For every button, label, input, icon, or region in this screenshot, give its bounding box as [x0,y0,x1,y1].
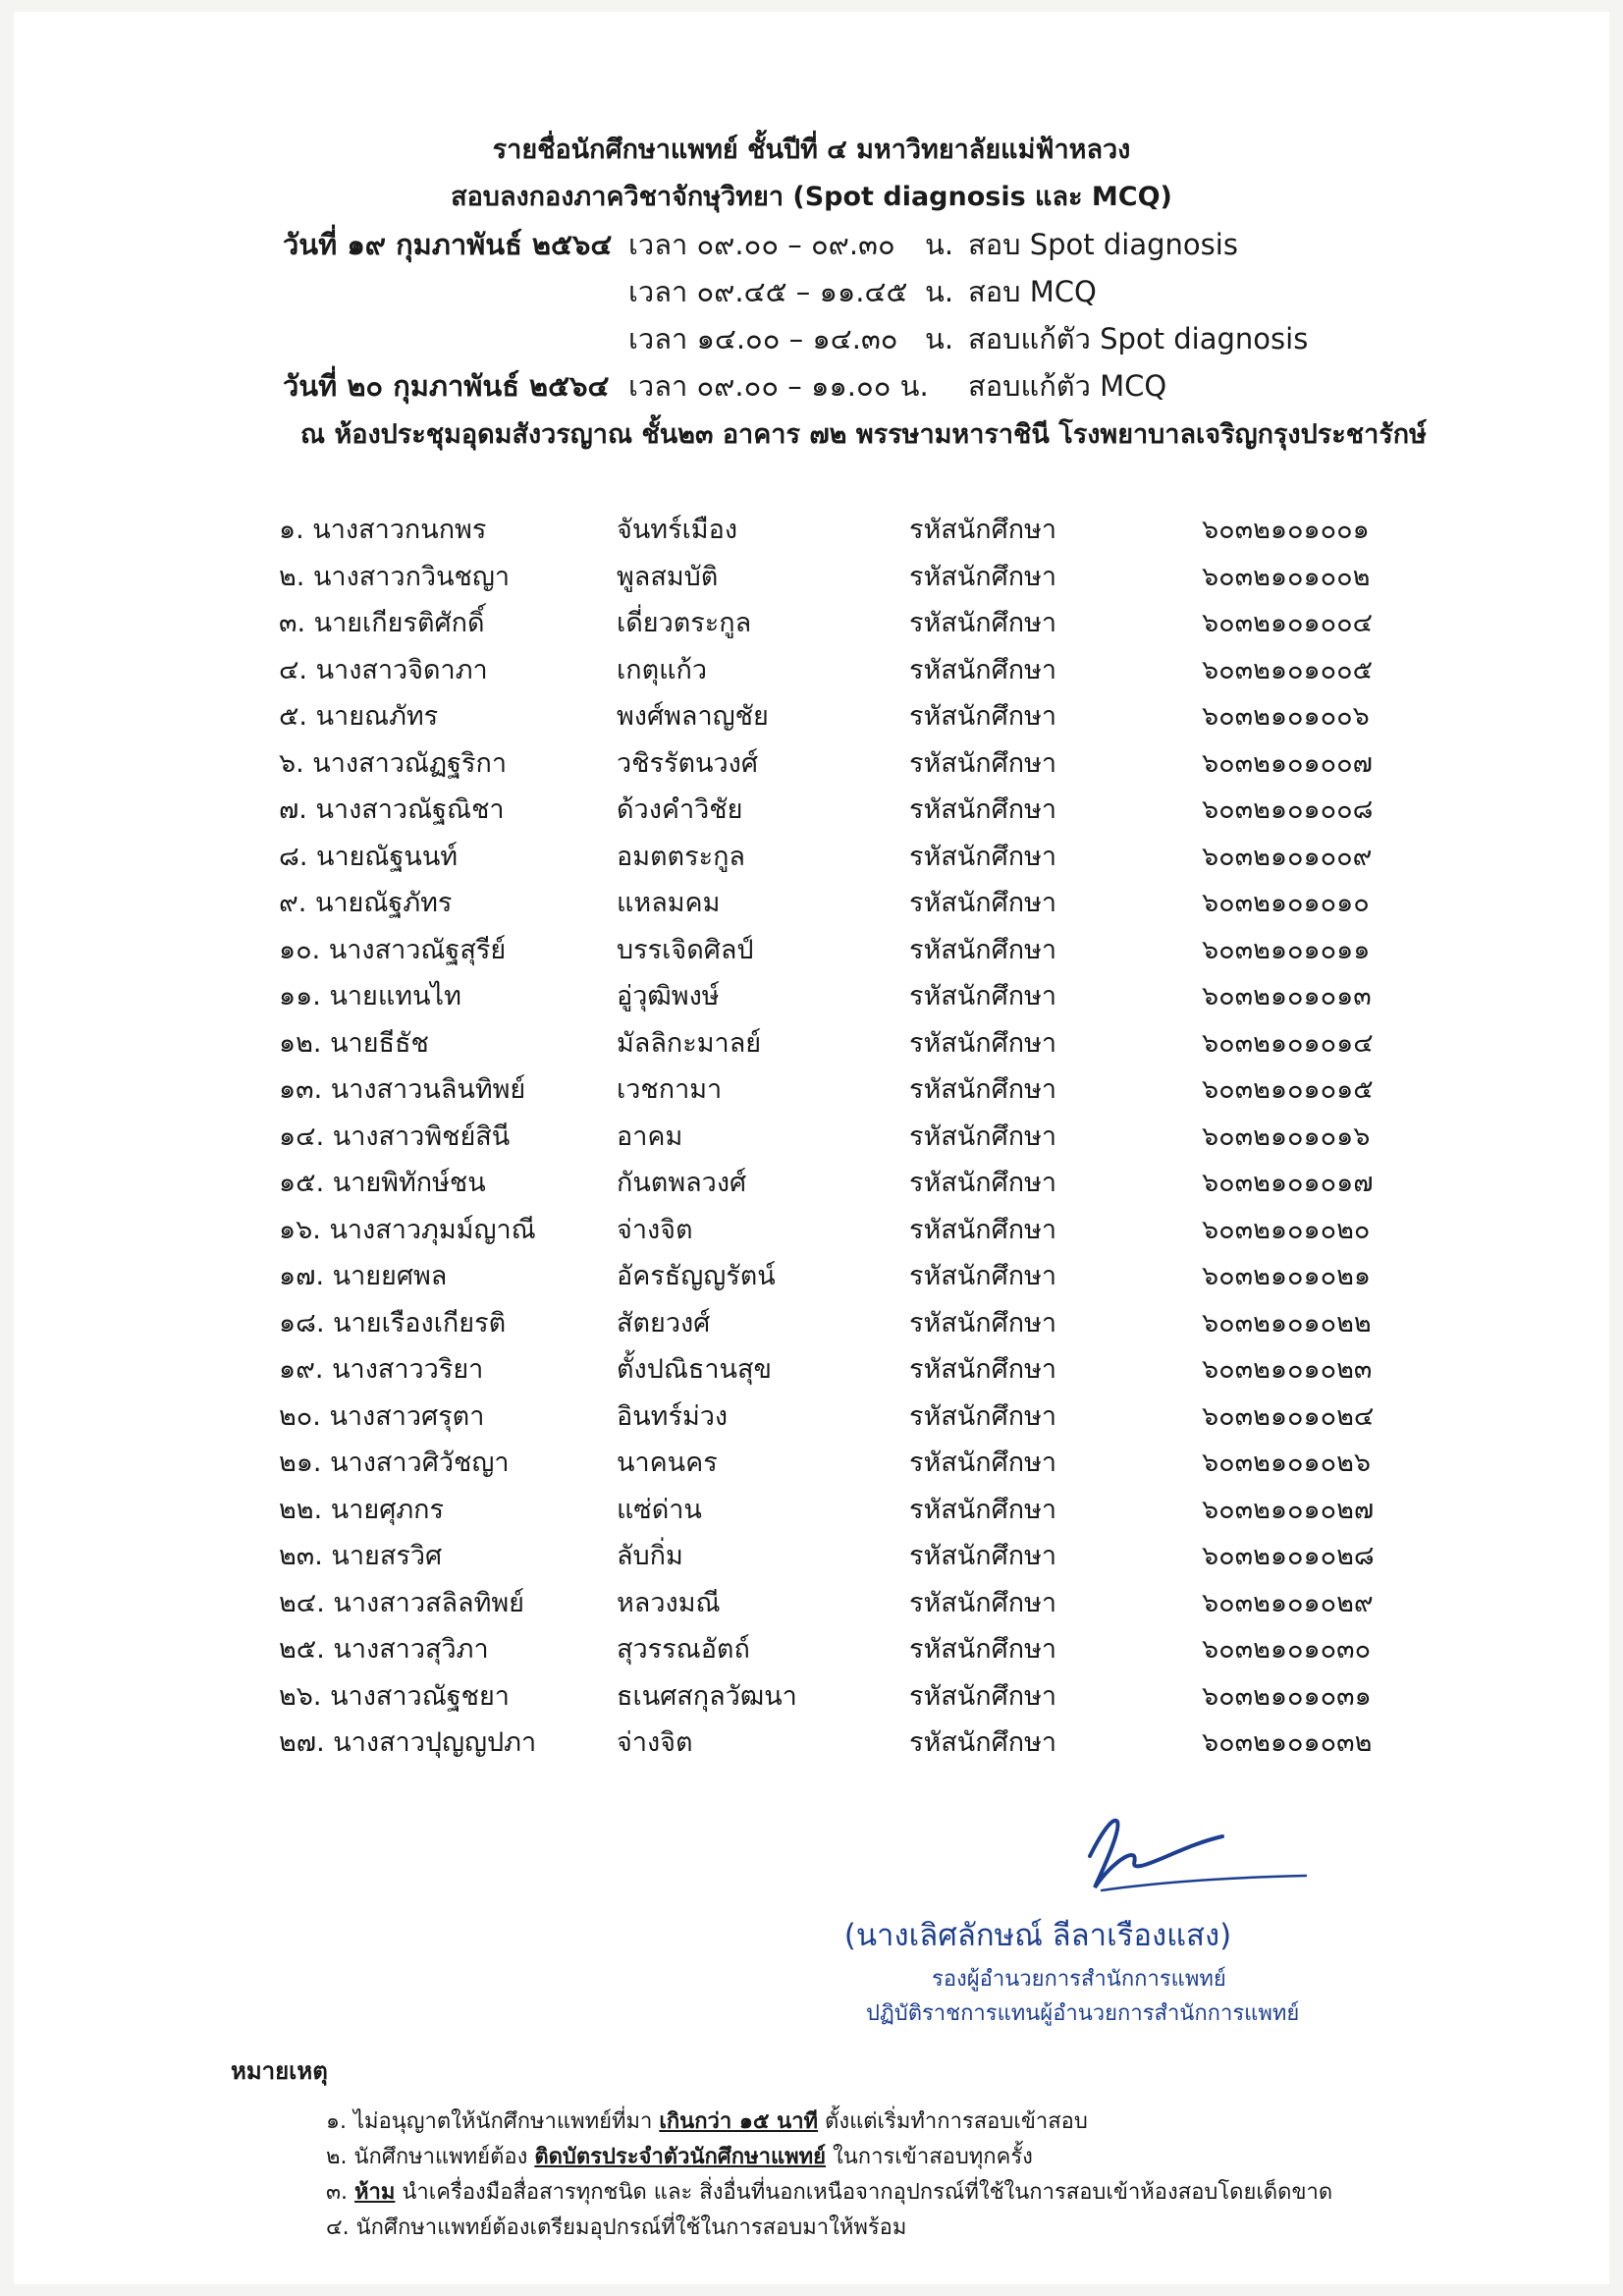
schedule-time: เวลา ๐๙.๐๐ – ๐๙.๓๐ [628,228,895,261]
student-name: ๑๕. นายพิทักษ์ชน [279,1168,486,1198]
student-id-label: รหัสนักศึกษา [909,1074,1057,1105]
schedule-time: เวลา ๐๙.๐๐ – ๑๑.๐๐ น. [628,369,929,403]
student-row [14,1581,1609,1628]
student-id: ๖๐๓๒๑๐๑๐๐๘ [1202,794,1374,825]
student-name: ๔. นางสาวจิดาภา [279,654,488,685]
student-id: ๖๐๓๒๑๐๑๐๒๑ [1202,1261,1372,1291]
student-name: ๑๐. นางสาวณัฐสุรีย์ [279,934,507,965]
student-id-label: รหัสนักศึกษา [909,1727,1057,1758]
student-surname: มัลลิกะมาลย์ [617,1027,762,1059]
student-name: ๒๖. นางสาวณัฐชยา [279,1680,510,1712]
student-id: ๖๐๓๒๑๐๑๐๒๐ [1202,1214,1371,1245]
student-id-label: รหัสนักศึกษา [909,561,1057,592]
note-item [326,2139,1033,2173]
student-name: ๑๑. นายแทนไท [279,981,461,1011]
student-id: ๖๐๓๒๑๐๑๐๑๕ [1202,1074,1374,1105]
student-id: ๖๐๓๒๑๐๑๐๒๘ [1202,1541,1375,1571]
student-name: ๘. นายณัฐนนท์ [279,841,459,872]
student-row [14,1441,1609,1488]
student-id-label: รหัสนักศึกษา [909,1448,1057,1478]
student-id-label: รหัสนักศึกษา [909,654,1057,685]
student-name: ๒๕. นางสาวสุวิภา [279,1634,489,1665]
student-name: ๒๗. นางสาวปุญญปภา [279,1727,537,1758]
student-id-label: รหัสนักศึกษา [909,701,1057,732]
student-id: ๖๐๓๒๑๐๑๐๑๐ [1202,888,1370,918]
student-surname: เวชกามา [617,1074,723,1105]
student-row [14,1021,1609,1068]
student-name: ๗. นางสาวณัฐณิชา [279,794,505,825]
student-id-label: รหัสนักศึกษา [909,1587,1057,1618]
student-id-label: รหัสนักศึกษา [909,981,1057,1011]
notes-heading: หมายเหตุ [231,2057,328,2085]
schedule-unit: น. [925,228,954,261]
student-name: ๓. นายเกียรติศักดิ์ [279,608,485,638]
student-surname: จ่างจิต [617,1727,693,1758]
student-name: ๑๓. นางสาวนลินทิพย์ [279,1074,526,1105]
schedule-detail: สอบแก้ตัว Spot diagnosis [968,322,1309,355]
student-id: ๖๐๓๒๑๐๑๐๑๔ [1202,1027,1374,1059]
note-emphasis: เกินกว่า ๑๕ นาที [659,2109,819,2134]
signatory-name: (นางเลิศลักษณ์ ลีลาเรืองแสง) [843,1918,1232,1953]
signatory-name-row [14,1910,1609,1959]
student-id: ๖๐๓๒๑๐๑๐๑๑ [1202,934,1371,965]
student-name: ๒๔. นางสาวสลิลทิพย์ [279,1587,524,1618]
student-id-label: รหัสนักศึกษา [909,1494,1057,1525]
note-text: ๓. [326,2180,355,2205]
student-id: ๖๐๓๒๑๐๑๐๐๕ [1202,654,1374,685]
note-text: ๔. นักศึกษาแพทย์ต้องเตรียมอุปกรณ์ที่ใช้ในการสอบมาให้พร้อม [326,2215,907,2240]
document-page [14,12,1609,2284]
student-surname: จ่างจิต [617,1214,693,1245]
student-surname: ลับกิ่ม [617,1541,683,1571]
student-name: ๙. นายณัฐภัทร [279,888,453,918]
note-text: ๑. ไม่อนุญาตให้นักศึกษาแพทย์ที่มา [326,2109,660,2134]
student-row [14,1394,1609,1442]
student-row [14,1674,1609,1722]
student-row [14,1347,1609,1394]
student-row [14,974,1609,1021]
schedule-date: วันที่ ๒๐ กุมภาพันธ์ ๒๕๖๔ [283,369,610,403]
student-row [14,648,1609,695]
student-surname: หลวงมณี [617,1587,721,1618]
student-id-label: รหัสนักศึกษา [909,934,1057,965]
student-row [14,1254,1609,1301]
note-item [326,2210,906,2244]
student-row [14,1627,1609,1674]
student-id-label: รหัสนักศึกษา [909,608,1057,638]
student-id: ๖๐๓๒๑๐๑๐๐๑ [1202,515,1370,545]
student-name: ๑๖. นางสาวภุมม์ญาณี [279,1214,536,1245]
schedule-detail: สอบแก้ตัว MCQ [968,369,1167,403]
student-name: ๒. นางสาวกวินชญา [279,561,511,592]
student-id-label: รหัสนักศึกษา [909,1027,1057,1059]
signature-mark [1060,1797,1316,1905]
student-id: ๖๐๓๒๑๐๑๐๑๓ [1202,981,1372,1011]
student-name: ๖. นางสาวณัฏฐริกา [279,747,507,779]
student-name: ๒๑. นางสาวศิวัชญา [279,1448,510,1478]
student-row [14,741,1609,789]
student-row [14,555,1609,602]
student-surname: นาคนคร [617,1448,718,1478]
student-id-label: รหัสนักศึกษา [909,1121,1057,1152]
student-id: ๖๐๓๒๑๐๑๐๓๒ [1202,1727,1373,1758]
student-id: ๖๐๓๒๑๐๑๐๐๖ [1202,701,1370,732]
student-name: ๒๒. นายศุภกร [279,1494,444,1525]
student-id-label: รหัสนักศึกษา [909,515,1057,545]
student-id-label: รหัสนักศึกษา [909,888,1057,918]
student-row [14,835,1609,882]
student-row [14,1721,1609,1768]
student-surname: อมตตระกูล [617,841,745,872]
student-name: ๑๔. นางสาวพิชย์สินี [279,1121,511,1152]
student-id: ๖๐๓๒๑๐๑๐๒๓ [1202,1354,1373,1385]
student-row [14,601,1609,648]
student-id-label: รหัสนักศึกษา [909,841,1057,872]
note-text: ๒. นักศึกษาแพทย์ต้อง [326,2145,535,2169]
student-surname: สัตยวงศ์ [617,1307,711,1339]
student-id: ๖๐๓๒๑๐๑๐๒๒ [1202,1307,1372,1339]
student-surname: อู่วุฒิพงษ์ [617,981,720,1011]
schedule-unit: น. [925,322,954,355]
student-surname: พูลสมบัติ [617,561,719,592]
student-id-label: รหัสนักศึกษา [909,1634,1057,1665]
student-id: ๖๐๓๒๑๐๑๐๓๑ [1202,1680,1372,1712]
student-row [14,1208,1609,1255]
student-id: ๖๐๓๒๑๐๑๐๑๖ [1202,1121,1371,1152]
student-name: ๑. นางสาวกนกพร [279,515,487,545]
student-surname: แซ่ด่าน [617,1494,702,1525]
student-id-label: รหัสนักศึกษา [909,747,1057,779]
document-subtitle: สอบลงกองภาควิชาจักษุวิทยา (Spot diagnosis และ MCQ) [451,182,1172,212]
student-row [14,694,1609,741]
student-id-label: รหัสนักศึกษา [909,1354,1057,1385]
student-row [14,788,1609,835]
student-id: ๖๐๓๒๑๐๑๐๐๔ [1202,608,1374,638]
student-id: ๖๐๓๒๑๐๑๐๒๙ [1202,1587,1374,1618]
student-name: ๑๙. นางสาววริยา [279,1354,484,1385]
student-id-label: รหัสนักศึกษา [909,1307,1057,1339]
note-text: ในการเข้าสอบทุกครั้ง [826,2145,1033,2169]
student-surname: วชิรรัตนวงศ์ [617,747,758,779]
note-item [326,2104,1088,2138]
student-name: ๑๘. นายเรืองเกียรติ [279,1307,507,1339]
note-item [326,2174,1332,2209]
exam-venue: ณ ห้องประชุมอุดมสังวรญาณ ชั้น๒๓ อาคาร ๗๒ พรรษามหาราชินี โรงพยาบาลเจริญกรุงประชารักษ์ [300,419,1427,450]
note-text: นำเครื่องมือสื่อสารทุกชนิด และ สิ่งอื่นที่นอกเหนือจากอุปกรณ์ที่ใช้ในการสอบเข้าห้องสอบโดยเด็ดขาด [395,2180,1333,2205]
student-id: ๖๐๓๒๑๐๑๐๐๗ [1202,747,1373,779]
student-surname: จันทร์เมือง [617,515,738,545]
student-id-label: รหัสนักศึกษา [909,1214,1057,1245]
student-row [14,1488,1609,1535]
document-title: รายชื่อนักศึกษาแพทย์ ชั้นปีที่ ๔ มหาวิทยาลัยแม่ฟ้าหลวง [492,135,1131,165]
student-surname: อินทร์ม่วง [617,1400,729,1432]
schedule-date: วันที่ ๑๙ กุมภาพันธ์ ๒๕๖๔ [283,228,613,261]
student-row [14,928,1609,975]
student-id: ๖๐๓๒๑๐๑๐๐๒ [1202,561,1371,592]
student-surname: ธเนศสกุลวัฒนา [617,1680,797,1712]
student-row [14,881,1609,928]
student-name: ๑๒. นายธีธัช [279,1027,429,1059]
student-id: ๖๐๓๒๑๐๑๐๒๖ [1202,1448,1372,1478]
student-id-label: รหัสนักศึกษา [909,1680,1057,1712]
student-surname: อัครธัญญรัตน์ [617,1261,776,1291]
student-surname: เดี่ยวตระกูล [617,608,752,638]
schedule-time: เวลา ๐๙.๔๕ – ๑๑.๔๕ [628,275,908,308]
schedule-detail: สอบ MCQ [968,275,1097,308]
student-id-label: รหัสนักศึกษา [909,1541,1057,1571]
student-name: ๑๗. นายยศพล [279,1261,448,1291]
schedule-time: เวลา ๑๔.๐๐ – ๑๔.๓๐ [628,322,898,355]
student-roster [14,508,1609,1768]
student-row [14,508,1609,555]
student-surname: แหลมคม [617,888,721,918]
signatory-position: รองผู้อำนวยการสำนักการแพทย์ [932,1967,1226,1992]
student-surname: พงศ์พลาญชัย [617,701,769,732]
student-row [14,1534,1609,1581]
student-name: ๒๓. นายสรวิศ [279,1541,443,1571]
note-text: ตั้งแต่เริ่มทำการสอบเข้าสอบ [818,2109,1088,2134]
student-id: ๖๐๓๒๑๐๑๐๐๙ [1202,841,1373,872]
student-name: ๒๐. นางสาวศรุตา [279,1400,485,1432]
note-emphasis: ห้าม [354,2180,396,2205]
student-row [14,1115,1609,1162]
student-id: ๖๐๓๒๑๐๑๐๒๔ [1202,1400,1375,1432]
student-surname: ตั้งปณิธานสุข [617,1354,772,1385]
student-surname: สุวรรณอัตถ์ [617,1634,750,1665]
student-surname: กันตพลวงศ์ [617,1168,747,1198]
student-surname: อาคม [617,1121,683,1152]
student-id: ๖๐๓๒๑๐๑๐๓๐ [1202,1634,1372,1665]
student-id-label: รหัสนักศึกษา [909,1400,1057,1432]
student-row [14,1067,1609,1115]
signatory-acting-position: ปฏิบัติราชการแทนผู้อำนวยการสำนักการแพทย์ [866,2001,1300,2026]
student-id: ๖๐๓๒๑๐๑๐๒๗ [1202,1494,1375,1525]
student-row [14,1161,1609,1208]
student-surname: เกตุแก้ว [617,654,708,685]
student-id: ๖๐๓๒๑๐๑๐๑๗ [1202,1168,1374,1198]
schedule-unit: น. [925,275,954,308]
student-surname: ด้วงคำวิชัย [617,794,743,825]
student-id-label: รหัสนักศึกษา [909,1168,1057,1198]
student-id-label: รหัสนักศึกษา [909,794,1057,825]
student-row [14,1301,1609,1348]
student-surname: บรรเจิดศิลป์ [617,934,754,965]
note-emphasis: ติดบัตรประจำตัวนักศึกษาแพทย์ [534,2145,827,2169]
student-id-label: รหัสนักศึกษา [909,1261,1057,1291]
student-name: ๕. นายณภัทร [279,701,439,732]
schedule-detail: สอบ Spot diagnosis [968,228,1238,261]
